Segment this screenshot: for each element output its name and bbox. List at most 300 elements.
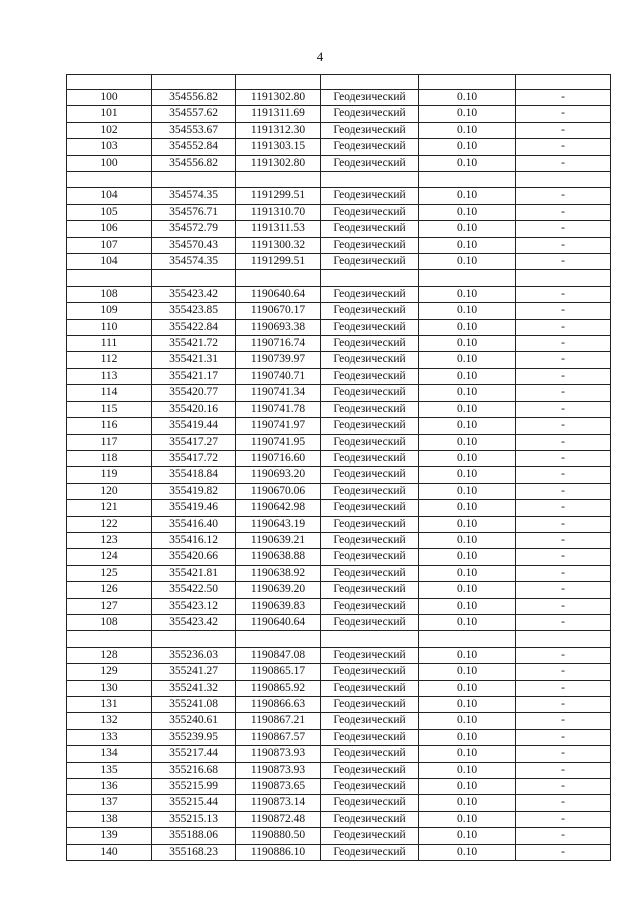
method-cell: Геодезический — [321, 106, 419, 122]
point-number-cell — [67, 270, 152, 286]
method-cell: Геодезический — [321, 500, 419, 516]
y-coordinate-cell — [236, 172, 321, 188]
method-cell: Геодезический — [321, 204, 419, 220]
x-coordinate-cell: 354552.84 — [152, 139, 236, 155]
point-number-cell: 140 — [67, 844, 152, 860]
table-row — [67, 631, 611, 647]
accuracy-cell: 0.10 — [419, 713, 516, 729]
table-row — [67, 352, 611, 368]
note-cell: - — [516, 319, 611, 335]
note-cell: - — [516, 434, 611, 450]
table-header-row — [67, 75, 611, 90]
accuracy-cell: 0.10 — [419, 106, 516, 122]
table-row — [67, 779, 611, 795]
note-cell: - — [516, 467, 611, 483]
table-row — [67, 483, 611, 499]
point-number-cell: 100 — [67, 90, 152, 106]
table-row — [67, 844, 611, 860]
y-coordinate-cell: 1190740.71 — [236, 368, 321, 384]
note-cell: - — [516, 336, 611, 352]
table-row — [67, 828, 611, 844]
note-cell: - — [516, 483, 611, 499]
x-coordinate-cell: 355241.08 — [152, 696, 236, 712]
accuracy-cell: 0.10 — [419, 516, 516, 532]
table-row — [67, 549, 611, 565]
point-number-cell: 108 — [67, 286, 152, 302]
point-number-cell: 113 — [67, 368, 152, 384]
table-row — [67, 90, 611, 106]
y-coordinate-cell: 1190741.95 — [236, 434, 321, 450]
note-cell: - — [516, 844, 611, 860]
x-coordinate-cell: 355416.12 — [152, 532, 236, 548]
note-cell: - — [516, 139, 611, 155]
table-row — [67, 204, 611, 220]
x-coordinate-cell: 355215.13 — [152, 811, 236, 827]
point-number-cell: 132 — [67, 713, 152, 729]
accuracy-cell: 0.10 — [419, 598, 516, 614]
method-cell: Геодезический — [321, 368, 419, 384]
point-number-cell: 121 — [67, 500, 152, 516]
table-row — [67, 122, 611, 138]
accuracy-cell: 0.10 — [419, 122, 516, 138]
coordinates-table — [66, 74, 611, 861]
note-cell: - — [516, 204, 611, 220]
x-coordinate-cell: 355188.06 — [152, 828, 236, 844]
note-cell: - — [516, 729, 611, 745]
note-cell: - — [516, 762, 611, 778]
y-coordinate-cell: 1190741.34 — [236, 385, 321, 401]
method-cell: Геодезический — [321, 795, 419, 811]
accuracy-cell: 0.10 — [419, 779, 516, 795]
accuracy-cell: 0.10 — [419, 811, 516, 827]
accuracy-cell: 0.10 — [419, 139, 516, 155]
method-cell: Геодезический — [321, 779, 419, 795]
note-cell: - — [516, 450, 611, 466]
note-cell: - — [516, 352, 611, 368]
table-row — [67, 418, 611, 434]
method-cell: Геодезический — [321, 647, 419, 663]
y-coordinate-cell: 1190739.97 — [236, 352, 321, 368]
note-cell: - — [516, 647, 611, 663]
point-number-cell: 128 — [67, 647, 152, 663]
x-coordinate-cell — [152, 270, 236, 286]
table-row — [67, 319, 611, 335]
method-cell: Геодезический — [321, 713, 419, 729]
method-cell: Геодезический — [321, 811, 419, 827]
method-cell: Геодезический — [321, 336, 419, 352]
y-coordinate-cell — [236, 631, 321, 647]
x-coordinate-cell: 354553.67 — [152, 122, 236, 138]
accuracy-cell: 0.10 — [419, 614, 516, 630]
method-cell: Геодезический — [321, 434, 419, 450]
point-number-cell: 119 — [67, 467, 152, 483]
table-row — [67, 532, 611, 548]
x-coordinate-cell: 355420.16 — [152, 401, 236, 417]
accuracy-cell: 0.10 — [419, 844, 516, 860]
accuracy-cell: 0.10 — [419, 385, 516, 401]
x-coordinate-cell: 354576.71 — [152, 204, 236, 220]
y-coordinate-cell: 1190716.60 — [236, 450, 321, 466]
note-cell: - — [516, 385, 611, 401]
note-cell: - — [516, 811, 611, 827]
accuracy-cell: 0.10 — [419, 746, 516, 762]
header-cell-method — [321, 75, 419, 90]
method-cell: Геодезический — [321, 401, 419, 417]
point-number-cell: 117 — [67, 434, 152, 450]
point-number-cell: 139 — [67, 828, 152, 844]
accuracy-cell: 0.10 — [419, 303, 516, 319]
note-cell: - — [516, 188, 611, 204]
method-cell: Геодезический — [321, 762, 419, 778]
x-coordinate-cell: 355419.82 — [152, 483, 236, 499]
method-cell: Геодезический — [321, 122, 419, 138]
point-number-cell: 120 — [67, 483, 152, 499]
point-number-cell: 104 — [67, 254, 152, 270]
note-cell: - — [516, 500, 611, 516]
y-coordinate-cell: 1190741.97 — [236, 418, 321, 434]
table-row — [67, 139, 611, 155]
accuracy-cell: 0.10 — [419, 319, 516, 335]
table-row — [67, 713, 611, 729]
note-cell: - — [516, 368, 611, 384]
method-cell: Геодезический — [321, 286, 419, 302]
table-row — [67, 254, 611, 270]
method-cell: Геодезический — [321, 664, 419, 680]
accuracy-cell — [419, 631, 516, 647]
point-number-cell: 116 — [67, 418, 152, 434]
note-cell: - — [516, 122, 611, 138]
method-cell: Геодезический — [321, 319, 419, 335]
point-number-cell: 111 — [67, 336, 152, 352]
table-row — [67, 172, 611, 188]
accuracy-cell: 0.10 — [419, 418, 516, 434]
note-cell: - — [516, 779, 611, 795]
method-cell: Геодезический — [321, 614, 419, 630]
method-cell — [321, 631, 419, 647]
x-coordinate-cell: 355241.32 — [152, 680, 236, 696]
point-number-cell — [67, 631, 152, 647]
note-cell: - — [516, 746, 611, 762]
note-cell: - — [516, 696, 611, 712]
accuracy-cell — [419, 270, 516, 286]
table-row — [67, 237, 611, 253]
accuracy-cell: 0.10 — [419, 483, 516, 499]
header-cell-note — [516, 75, 611, 90]
x-coordinate-cell: 355421.17 — [152, 368, 236, 384]
method-cell: Геодезический — [321, 155, 419, 171]
y-coordinate-cell: 1190867.21 — [236, 713, 321, 729]
note-cell: - — [516, 303, 611, 319]
table-row — [67, 385, 611, 401]
table-row — [67, 696, 611, 712]
y-coordinate-cell: 1190642.98 — [236, 500, 321, 516]
accuracy-cell: 0.10 — [419, 336, 516, 352]
note-cell: - — [516, 286, 611, 302]
note-cell: - — [516, 795, 611, 811]
note-cell: - — [516, 828, 611, 844]
point-number-cell: 127 — [67, 598, 152, 614]
y-coordinate-cell: 1190638.92 — [236, 565, 321, 581]
header-cell-accuracy — [419, 75, 516, 90]
note-cell — [516, 631, 611, 647]
method-cell: Геодезический — [321, 483, 419, 499]
point-number-cell: 131 — [67, 696, 152, 712]
method-cell: Геодезический — [321, 729, 419, 745]
method-cell: Геодезический — [321, 549, 419, 565]
point-number-cell: 135 — [67, 762, 152, 778]
point-number-cell: 110 — [67, 319, 152, 335]
x-coordinate-cell: 354556.82 — [152, 155, 236, 171]
method-cell: Геодезический — [321, 582, 419, 598]
y-coordinate-cell: 1190639.83 — [236, 598, 321, 614]
point-number-cell: 115 — [67, 401, 152, 417]
table-row — [67, 516, 611, 532]
x-coordinate-cell: 355417.72 — [152, 450, 236, 466]
y-coordinate-cell: 1190741.78 — [236, 401, 321, 417]
x-coordinate-cell: 354556.82 — [152, 90, 236, 106]
note-cell: - — [516, 680, 611, 696]
table-row — [67, 286, 611, 302]
x-coordinate-cell: 355215.99 — [152, 779, 236, 795]
table-row — [67, 647, 611, 663]
y-coordinate-cell: 1190640.64 — [236, 286, 321, 302]
y-coordinate-cell: 1190638.88 — [236, 549, 321, 565]
point-number-cell: 108 — [67, 614, 152, 630]
table-row — [67, 746, 611, 762]
accuracy-cell: 0.10 — [419, 450, 516, 466]
note-cell: - — [516, 664, 611, 680]
table-row — [67, 368, 611, 384]
point-number-cell: 105 — [67, 204, 152, 220]
x-coordinate-cell — [152, 631, 236, 647]
y-coordinate-cell: 1190639.20 — [236, 582, 321, 598]
y-coordinate-cell: 1190873.93 — [236, 762, 321, 778]
header-cell-point — [67, 75, 152, 90]
note-cell: - — [516, 614, 611, 630]
table-row — [67, 434, 611, 450]
point-number-cell: 129 — [67, 664, 152, 680]
point-number-cell: 133 — [67, 729, 152, 745]
y-coordinate-cell: 1190866.63 — [236, 696, 321, 712]
accuracy-cell: 0.10 — [419, 368, 516, 384]
y-coordinate-cell: 1190670.17 — [236, 303, 321, 319]
note-cell: - — [516, 106, 611, 122]
x-coordinate-cell: 355421.72 — [152, 336, 236, 352]
point-number-cell: 136 — [67, 779, 152, 795]
method-cell: Геодезический — [321, 90, 419, 106]
point-number-cell: 107 — [67, 237, 152, 253]
y-coordinate-cell: 1190670.06 — [236, 483, 321, 499]
table-row — [67, 729, 611, 745]
note-cell: - — [516, 713, 611, 729]
x-coordinate-cell: 355416.40 — [152, 516, 236, 532]
note-cell: - — [516, 549, 611, 565]
y-coordinate-cell: 1191310.70 — [236, 204, 321, 220]
method-cell: Геодезический — [321, 352, 419, 368]
point-number-cell: 138 — [67, 811, 152, 827]
x-coordinate-cell: 354574.35 — [152, 188, 236, 204]
x-coordinate-cell: 355419.44 — [152, 418, 236, 434]
y-coordinate-cell: 1191303.15 — [236, 139, 321, 155]
accuracy-cell: 0.10 — [419, 696, 516, 712]
table-row — [67, 467, 611, 483]
point-number-cell: 118 — [67, 450, 152, 466]
point-number-cell: 124 — [67, 549, 152, 565]
accuracy-cell: 0.10 — [419, 565, 516, 581]
x-coordinate-cell: 355423.12 — [152, 598, 236, 614]
table-row — [67, 270, 611, 286]
y-coordinate-cell — [236, 270, 321, 286]
table-row — [67, 106, 611, 122]
table-row — [67, 303, 611, 319]
point-number-cell: 134 — [67, 746, 152, 762]
method-cell: Геодезический — [321, 844, 419, 860]
x-coordinate-cell: 355216.68 — [152, 762, 236, 778]
method-cell: Геодезический — [321, 680, 419, 696]
method-cell: Геодезический — [321, 303, 419, 319]
x-coordinate-cell: 355421.81 — [152, 565, 236, 581]
table-row — [67, 401, 611, 417]
accuracy-cell: 0.10 — [419, 204, 516, 220]
y-coordinate-cell: 1190880.50 — [236, 828, 321, 844]
point-number-cell: 106 — [67, 221, 152, 237]
point-number-cell: 122 — [67, 516, 152, 532]
table-row — [67, 188, 611, 204]
table-row — [67, 811, 611, 827]
method-cell: Геодезический — [321, 516, 419, 532]
y-coordinate-cell: 1191302.80 — [236, 90, 321, 106]
x-coordinate-cell: 354574.35 — [152, 254, 236, 270]
point-number-cell: 125 — [67, 565, 152, 581]
x-coordinate-cell: 355241.27 — [152, 664, 236, 680]
point-number-cell: 100 — [67, 155, 152, 171]
note-cell: - — [516, 90, 611, 106]
x-coordinate-cell: 355422.50 — [152, 582, 236, 598]
point-number-cell: 104 — [67, 188, 152, 204]
method-cell: Геодезический — [321, 532, 419, 548]
accuracy-cell: 0.10 — [419, 286, 516, 302]
method-cell: Геодезический — [321, 450, 419, 466]
point-number-cell: 114 — [67, 385, 152, 401]
accuracy-cell: 0.10 — [419, 434, 516, 450]
y-coordinate-cell: 1190865.17 — [236, 664, 321, 680]
y-coordinate-cell: 1190865.92 — [236, 680, 321, 696]
table-row — [67, 614, 611, 630]
coordinates-table-body — [67, 75, 611, 861]
method-cell: Геодезический — [321, 696, 419, 712]
note-cell: - — [516, 401, 611, 417]
table-row — [67, 598, 611, 614]
x-coordinate-cell: 355420.77 — [152, 385, 236, 401]
accuracy-cell — [419, 172, 516, 188]
x-coordinate-cell: 354570.43 — [152, 237, 236, 253]
note-cell: - — [516, 565, 611, 581]
note-cell: - — [516, 418, 611, 434]
method-cell — [321, 172, 419, 188]
note-cell — [516, 270, 611, 286]
accuracy-cell: 0.10 — [419, 549, 516, 565]
accuracy-cell: 0.10 — [419, 401, 516, 417]
y-coordinate-cell: 1190693.38 — [236, 319, 321, 335]
x-coordinate-cell: 355418.84 — [152, 467, 236, 483]
method-cell: Геодезический — [321, 139, 419, 155]
note-cell: - — [516, 155, 611, 171]
accuracy-cell: 0.10 — [419, 795, 516, 811]
x-coordinate-cell: 355417.27 — [152, 434, 236, 450]
y-coordinate-cell: 1190872.48 — [236, 811, 321, 827]
method-cell: Геодезический — [321, 467, 419, 483]
table-row — [67, 664, 611, 680]
point-number-cell: 101 — [67, 106, 152, 122]
table-row — [67, 565, 611, 581]
note-cell: - — [516, 532, 611, 548]
y-coordinate-cell: 1191311.53 — [236, 221, 321, 237]
note-cell: - — [516, 254, 611, 270]
y-coordinate-cell: 1191299.51 — [236, 254, 321, 270]
accuracy-cell: 0.10 — [419, 762, 516, 778]
table-row — [67, 336, 611, 352]
note-cell: - — [516, 516, 611, 532]
accuracy-cell: 0.10 — [419, 221, 516, 237]
y-coordinate-cell: 1190873.65 — [236, 779, 321, 795]
table-row — [67, 450, 611, 466]
y-coordinate-cell: 1190886.10 — [236, 844, 321, 860]
table-row — [67, 795, 611, 811]
accuracy-cell: 0.10 — [419, 188, 516, 204]
accuracy-cell: 0.10 — [419, 352, 516, 368]
y-coordinate-cell: 1190643.19 — [236, 516, 321, 532]
header-cell-y — [236, 75, 321, 90]
method-cell: Геодезический — [321, 237, 419, 253]
x-coordinate-cell: 355215.44 — [152, 795, 236, 811]
method-cell: Геодезический — [321, 565, 419, 581]
accuracy-cell: 0.10 — [419, 467, 516, 483]
accuracy-cell: 0.10 — [419, 729, 516, 745]
x-coordinate-cell: 355420.66 — [152, 549, 236, 565]
x-coordinate-cell: 355423.42 — [152, 286, 236, 302]
point-number-cell: 123 — [67, 532, 152, 548]
accuracy-cell: 0.10 — [419, 237, 516, 253]
accuracy-cell: 0.10 — [419, 582, 516, 598]
y-coordinate-cell: 1190693.20 — [236, 467, 321, 483]
x-coordinate-cell: 355422.84 — [152, 319, 236, 335]
x-coordinate-cell: 355239.95 — [152, 729, 236, 745]
note-cell — [516, 172, 611, 188]
y-coordinate-cell: 1191299.51 — [236, 188, 321, 204]
x-coordinate-cell: 355217.44 — [152, 746, 236, 762]
table-row — [67, 155, 611, 171]
method-cell: Геодезический — [321, 746, 419, 762]
point-number-cell: 103 — [67, 139, 152, 155]
method-cell: Геодезический — [321, 221, 419, 237]
y-coordinate-cell: 1190847.08 — [236, 647, 321, 663]
y-coordinate-cell: 1190873.93 — [236, 746, 321, 762]
accuracy-cell: 0.10 — [419, 90, 516, 106]
x-coordinate-cell — [152, 172, 236, 188]
accuracy-cell: 0.10 — [419, 680, 516, 696]
x-coordinate-cell: 355419.46 — [152, 500, 236, 516]
point-number-cell: 102 — [67, 122, 152, 138]
accuracy-cell: 0.10 — [419, 155, 516, 171]
table-row — [67, 680, 611, 696]
note-cell: - — [516, 582, 611, 598]
note-cell: - — [516, 221, 611, 237]
table-row — [67, 500, 611, 516]
note-cell: - — [516, 237, 611, 253]
accuracy-cell: 0.10 — [419, 647, 516, 663]
x-coordinate-cell: 355240.61 — [152, 713, 236, 729]
page-number: 4 — [316, 49, 324, 64]
